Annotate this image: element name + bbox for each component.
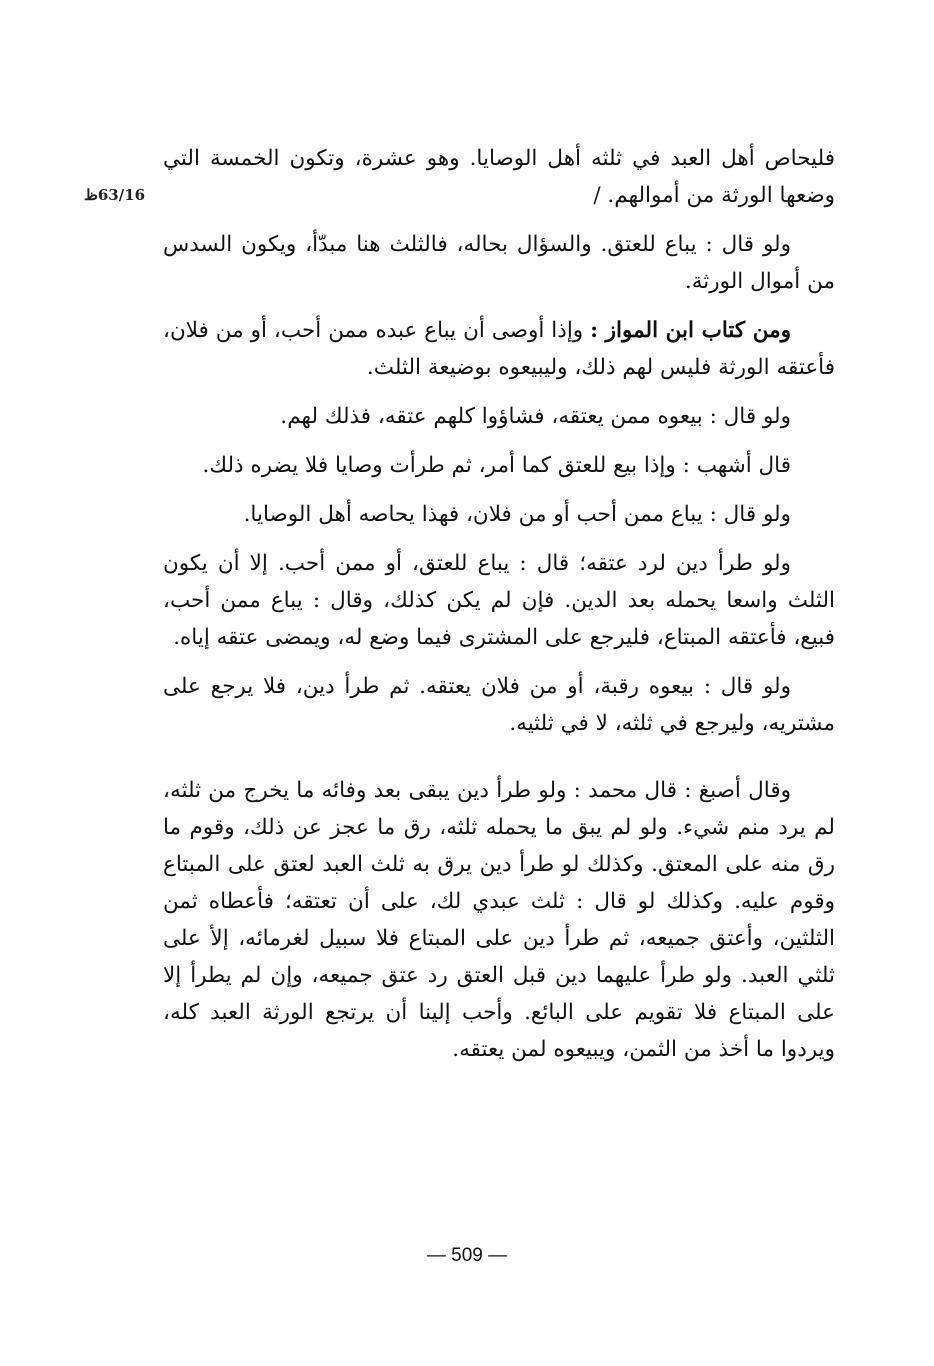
page-number: — 509 — (426, 1245, 508, 1266)
margin-folio-note: 63/16ظ (84, 186, 146, 204)
paragraph-9: وقال أصبغ : قال محمد : ولو طرأ دين يبقى بعد وفائه ما يخرج من ثلثه، لم يرد منم شيء. ولو لم يبق ما يحمله ثلثه، رق ما عجز عن ذلك، وقوم ما رق منه على المعتق. وكذلك لو طرأ دين يرق به ثلث العبد لعتق على المبتاع وقوم عليه. وكذلك لو قال : ثلث عبدي لك، على أن تعتقه؛ فأعطاه ثمن الثلثين، وأعتق جميعه، ثم طرأ دين على المبتاع فلا سبيل لغرمائه، إلأ على ثلثي العبد. ولو طرأ عليهما دين قبل العتق رد عتق جميعه، وإن لم يطرأ إلا على المبتاع فلا تقويم على البائع. وأحب إلينا أن يرتجع الورثة العبد كله، ويردوا ما أخذ من الثمن، ويبيعوه لمن يعتقه. (163, 778, 835, 1062)
paragraph-7: ولو طرأ دين لرد عتقه؛ قال : يباع للعتق، أو ممن أحب. إلا أن يكون الثلث واسعا يحمله بعد الدين. فإن لم يكن كذلك، وقال : يباع ممن أحب، فبيع، فأعتقه المبتاع، فليرجع على المشترى فيما وضع له، ويمضى عتقه إياه. (163, 551, 835, 650)
main-text-block (163, 140, 835, 1068)
paragraph-4: ولو قال : بيعوه ممن يعتقه، فشاؤوا كلهم عتقه، فذلك لهم. (280, 404, 791, 429)
paragraph-5: قال أشهب : وإذا بيع للعتق كما أمر، ثم طرأت وصايا فلا يضره ذلك. (202, 453, 791, 478)
paragraph-1: فليحاص أهل العبد في ثلثه أهل الوصايا. وهو عشرة، وتكون الخمسة التي وضعها الورثة من أموالهم. / (163, 146, 835, 208)
paragraph-2: ولو قال : يباع للعتق. والسؤال بحاله، فالثلث هنا مبدّأ، ويكون السدس من أموال الورثة. (163, 232, 835, 294)
paragraph-8: ولو قال : بيعوه رقبة، أو من فلان يعتقه. ثم طرأ دين، فلا يرجع على مشتريه، وليرجع في ثلثه، لا في ثلثيه. (163, 674, 835, 736)
source-heading: ومن كتاب ابن المواز : (590, 318, 791, 343)
paragraph-3 (163, 312, 835, 386)
paragraph-6: ولو قال : يباع ممن أحب أو من فلان، فهذا يحاصه أهل الوصايا. (243, 502, 791, 527)
paragraph-3-text: وإذا أوصى أن يباع عبده ممن أحب، أو من فلان، فأعتقه الورثة فليس لهم ذلك، وليبيعوه بوضيعة الثلث. (163, 318, 835, 380)
